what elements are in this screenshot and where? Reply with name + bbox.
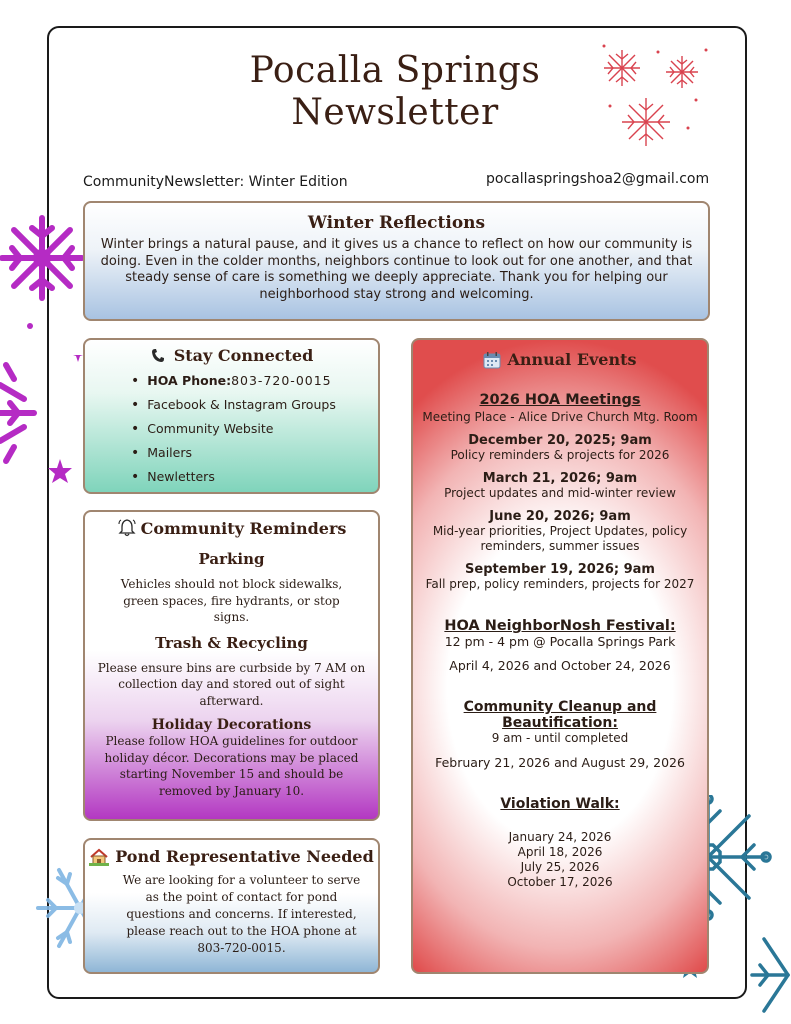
winter-reflections-card [83,201,710,321]
list-item: • Facebook & Instagram Groups [131,393,378,417]
purple-partial-snowflake-decoration [0,355,90,485]
trash-title: Trash & Recycling [155,633,308,652]
meeting-date: March 21, 2026; 9am [482,471,638,486]
pond-representative-card [83,838,380,974]
community-reminders-heading [85,518,378,538]
pond-representative-title: Pond Representative Needed [115,847,374,866]
phone-value: 803-720-0015 [231,373,332,388]
edition-label: CommunityNewsletter: Winter Edition [83,174,348,190]
list-item: • Newletters [131,465,378,489]
violation-walk-dates [413,830,707,890]
walk-date: April 18, 2026 [517,845,603,859]
house-icon [89,848,109,866]
phone-label: • HOA Phone: [147,373,232,388]
bell-icon [117,518,137,538]
purple-snowflake-decoration [0,200,95,340]
annual-events-heading [413,350,707,369]
violation-walk-title: Violation Walk: [500,796,620,812]
cleanup-time: 9 am - until completed [491,731,629,745]
meeting-desc: Policy reminders & projects for 2026 [450,448,670,462]
annual-events-card [411,338,709,974]
pond-representative-heading [85,847,378,866]
cleanup-title: Community Cleanup and Beautification: [463,699,657,731]
stay-connected-heading [85,346,378,365]
community-reminders-card [83,510,380,821]
meeting-item [413,433,707,463]
list-item [131,369,378,393]
pond-representative-body: We are looking for a volunteer to serve as the point of contact for pond questions and concerns. If interested, please reach out to the HOA phone at 803-720-0015. [122,873,361,955]
list-item: • Community Website [131,417,378,441]
walk-date: October 17, 2026 [507,875,613,889]
meeting-date: December 20, 2025; 9am [468,433,652,448]
festival-time: 12 pm - 4 pm @ Pocalla Springs Park [444,634,676,649]
walk-date: July 25, 2026 [520,860,600,874]
festival-title: HOA NeighborNosh Festival: [444,618,676,634]
list-item: • Mailers [131,441,378,465]
meeting-date: September 19, 2026; 9am [465,562,655,577]
meeting-desc: Project updates and mid-winter review [444,486,676,500]
meeting-item [413,509,707,554]
holiday-title: Holiday Decorations [151,717,312,733]
cleanup-dates: February 21, 2026 and August 29, 2026 [435,755,685,770]
winter-reflections-title: Winter Reflections [307,213,486,233]
trash-text: Please ensure bins are curbside by 7 AM on collection day and stored out of sight afterward. [97,660,366,708]
community-reminders-title: Community Reminders [140,518,347,538]
festival-dates: April 4, 2026 and October 24, 2026 [449,658,671,673]
holiday-text: Please follow HOA guidelines for outdoor holiday décor. Decorations may be placed starting November 15 and should be removed by January 10. [104,734,359,798]
contact-email: pocallaspringshoa2@gmail.com [486,171,710,187]
newsletter-title [170,50,620,134]
title-line-2: Newsletter [291,92,499,133]
title-line-1: Pocalla Springs [249,50,541,91]
winter-reflections-body: Winter brings a natural pause, and it gives us a chance to reflect on how our community is doing. Even in the colder months, neighbors continue to look out for one another, and that steady sense of care is something we deeply appreciate. Thank you for helping our neighborhood stay strong and welcoming. [100,237,693,302]
meeting-item [413,471,707,501]
meetings-title: 2026 HOA Meetings [479,392,641,408]
annual-events-title: Annual Events [507,350,637,369]
stay-connected-title: Stay Connected [173,346,314,365]
contact-list [85,365,378,489]
phone-icon [150,348,168,364]
meeting-desc: Fall prep, policy reminders, projects for 2027 [425,577,695,591]
meeting-item [413,562,707,592]
stay-connected-card [83,338,380,494]
meeting-desc: Mid-year priorities, Project Updates, policy reminders, summer issues [432,524,688,553]
parking-title: Parking [198,550,265,568]
parking-text: Vehicles should not block sidewalks, green spaces, fire hydrants, or stop signs. [120,577,343,624]
walk-date: January 24, 2026 [508,830,612,844]
meetings-place: Meeting Place - Alice Drive Church Mtg. Room [422,410,698,424]
calendar-icon [483,351,501,369]
meeting-date: June 20, 2026; 9am [489,509,631,524]
